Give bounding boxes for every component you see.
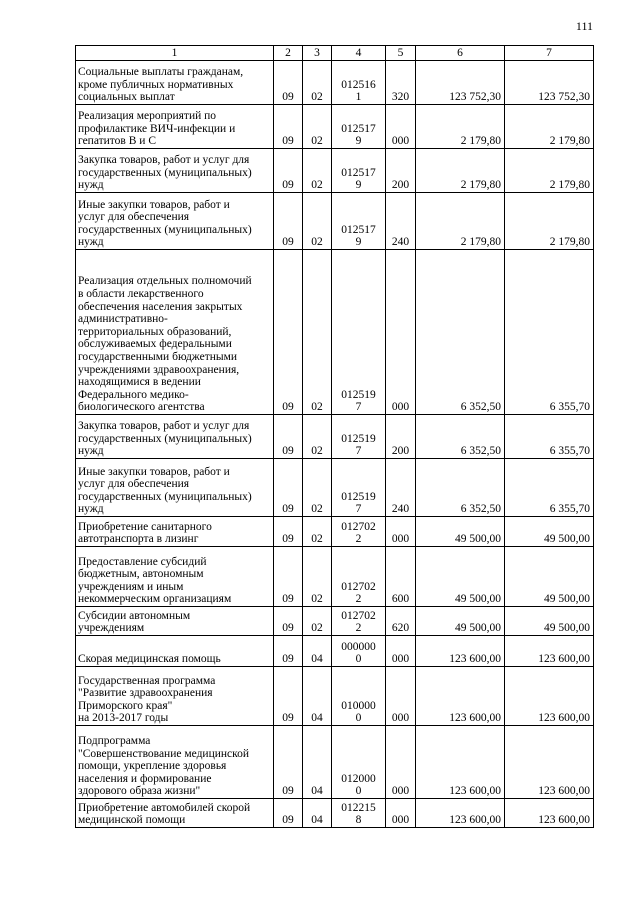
row-subsection-cell: 04 — [303, 726, 332, 799]
row-target-code-line: 7 — [355, 445, 362, 458]
row-expense-type-cell: 600 — [386, 547, 416, 607]
row-name-line: в области лекарственного — [78, 288, 204, 301]
row-subsection-cell: 02 — [303, 61, 332, 105]
row-section-cell: 09 — [274, 250, 303, 415]
row-name-cell — [76, 105, 274, 149]
table-row — [76, 193, 594, 250]
row-name-line: Иные закупки товаров, работ и — [78, 465, 230, 478]
row-name-cell — [76, 415, 274, 459]
table-row — [76, 61, 594, 105]
row-expense-type-cell: 000 — [386, 250, 416, 415]
table-row — [76, 105, 594, 149]
row-name-line: нужд — [78, 503, 104, 516]
row-name-line: кроме публичных нормативных — [78, 78, 234, 91]
row-target-code-line: 9 — [355, 236, 362, 249]
row-name-line: нужд — [78, 179, 104, 192]
row-amount-2-cell: 49 500,00 — [505, 517, 594, 547]
row-target-code-line: 012519 — [341, 432, 376, 445]
row-target-code-line: 000000 — [341, 640, 376, 653]
row-target-code-line: 2 — [355, 533, 362, 546]
row-name-line: нужд — [78, 236, 104, 249]
row-name-line: Предоставление субсидий — [78, 555, 207, 568]
row-target-code-line: 012000 — [341, 772, 376, 785]
row-name-cell — [76, 517, 274, 547]
row-target-code-cell — [332, 517, 386, 547]
row-amount-1-cell: 123 600,00 — [416, 667, 505, 726]
row-target-code-line: 012519 — [341, 388, 376, 401]
row-amount-2-cell: 123 752,30 — [505, 61, 594, 105]
row-name-cell — [76, 607, 274, 636]
row-target-code-line: 012702 — [341, 520, 376, 533]
row-amount-1-cell: 6 352,50 — [416, 415, 505, 459]
row-name-line: Приобретение санитарного — [78, 520, 212, 533]
row-target-code-line: 012215 — [341, 801, 376, 814]
table-row — [76, 726, 594, 799]
row-amount-2-cell: 49 500,00 — [505, 607, 594, 636]
row-name-line: профилактике ВИЧ-инфекции и — [78, 122, 236, 135]
table-row — [76, 459, 594, 517]
row-amount-1-cell: 123 600,00 — [416, 799, 505, 828]
row-target-code-line: 9 — [355, 135, 362, 148]
row-amount-1-cell: 123 752,30 — [416, 61, 505, 105]
row-target-code-cell — [332, 726, 386, 799]
row-name-cell — [76, 149, 274, 193]
row-section-cell: 09 — [274, 415, 303, 459]
row-amount-1-cell: 2 179,80 — [416, 149, 505, 193]
header-cell-target-code: 4 — [332, 46, 386, 61]
row-target-code-line: 012702 — [341, 580, 376, 593]
row-amount-2-cell: 2 179,80 — [505, 105, 594, 149]
row-target-code-line: 8 — [355, 814, 362, 827]
row-amount-2-cell: 6 355,70 — [505, 415, 594, 459]
row-expense-type-cell: 000 — [386, 636, 416, 667]
row-section-cell: 09 — [274, 726, 303, 799]
row-amount-2-cell: 2 179,80 — [505, 193, 594, 250]
row-name-line: учреждениями здравоохранения, — [78, 363, 240, 376]
row-name-cell — [76, 193, 274, 250]
row-name-cell — [76, 636, 274, 667]
row-subsection-cell: 02 — [303, 105, 332, 149]
row-subsection-cell: 04 — [303, 667, 332, 726]
row-target-code-cell — [332, 250, 386, 415]
header-cell-amount-2: 7 — [505, 46, 594, 61]
table-row — [76, 636, 594, 667]
row-expense-type-cell: 000 — [386, 517, 416, 547]
row-target-code-line: 010000 — [341, 699, 376, 712]
row-target-code-cell — [332, 459, 386, 517]
row-target-code-line: 0 — [355, 653, 362, 666]
row-subsection-cell: 02 — [303, 149, 332, 193]
row-target-code-cell — [332, 607, 386, 636]
row-amount-2-cell: 123 600,00 — [505, 636, 594, 667]
row-subsection-cell: 04 — [303, 636, 332, 667]
row-subsection-cell: 02 — [303, 250, 332, 415]
row-expense-type-cell: 620 — [386, 607, 416, 636]
row-name-line: Приморского края" — [78, 699, 173, 712]
row-amount-1-cell: 49 500,00 — [416, 607, 505, 636]
row-name-line: бюджетным, автономным — [78, 568, 204, 581]
row-name-line: Государственная программа — [78, 674, 216, 687]
row-name-line: "Совершенствование медицинской — [78, 747, 250, 760]
row-name-line: Закупка товаров, работ и услуг для — [78, 154, 250, 167]
row-name-line: государственных (муниципальных) — [78, 490, 252, 503]
row-expense-type-cell: 000 — [386, 667, 416, 726]
row-name-line: государственных (муниципальных) — [78, 432, 252, 445]
row-name-line: обслуживаемых федеральными — [78, 338, 232, 351]
row-name-line: Федерального медико- — [78, 388, 189, 401]
row-expense-type-cell: 000 — [386, 105, 416, 149]
row-target-code-cell — [332, 547, 386, 607]
row-section-cell: 09 — [274, 799, 303, 828]
row-name-line: Скорая медицинская помощь — [78, 653, 221, 666]
table-row — [76, 547, 594, 607]
row-expense-type-cell: 200 — [386, 149, 416, 193]
row-expense-type-cell: 240 — [386, 459, 416, 517]
header-cell-name: 1 — [76, 46, 274, 61]
row-name-line: учреждениям и иным — [78, 580, 184, 593]
row-name-line: "Развитие здравоохранения — [78, 687, 213, 700]
row-name-line: на 2013-2017 годы — [78, 712, 169, 725]
row-amount-1-cell: 6 352,50 — [416, 459, 505, 517]
row-amount-1-cell: 49 500,00 — [416, 547, 505, 607]
row-name-line: автотранспорта в лизинг — [78, 533, 199, 546]
row-amount-2-cell: 123 600,00 — [505, 799, 594, 828]
row-name-line: услуг для обеспечения — [78, 211, 190, 224]
row-section-cell: 09 — [274, 607, 303, 636]
row-amount-2-cell: 49 500,00 — [505, 547, 594, 607]
row-target-code-line: 012702 — [341, 609, 376, 622]
header-cell-section: 2 — [274, 46, 303, 61]
row-name-cell — [76, 726, 274, 799]
table-row — [76, 607, 594, 636]
row-subsection-cell: 02 — [303, 415, 332, 459]
row-amount-2-cell: 123 600,00 — [505, 667, 594, 726]
row-section-cell: 09 — [274, 667, 303, 726]
row-target-code-line: 0 — [355, 785, 362, 798]
row-name-line: государственных (муниципальных) — [78, 166, 252, 179]
row-amount-1-cell: 2 179,80 — [416, 105, 505, 149]
row-name-line: обеспечения населения закрытых — [78, 300, 243, 313]
row-target-code-line: 012517 — [341, 122, 376, 135]
row-name-line: Субсидии автономным — [78, 609, 191, 622]
row-subsection-cell: 02 — [303, 459, 332, 517]
row-name-line: гепатитов В и С — [78, 135, 156, 148]
row-name-line: государственными бюджетными — [78, 351, 238, 364]
row-section-cell: 09 — [274, 517, 303, 547]
row-target-code-line: 012519 — [341, 490, 376, 503]
row-section-cell: 09 — [274, 193, 303, 250]
row-section-cell: 09 — [274, 636, 303, 667]
row-section-cell: 09 — [274, 459, 303, 517]
row-name-line: здорового образа жизни" — [78, 785, 201, 798]
budget-table — [75, 45, 594, 828]
row-amount-2-cell: 2 179,80 — [505, 149, 594, 193]
row-name-cell — [76, 250, 274, 415]
row-expense-type-cell: 320 — [386, 61, 416, 105]
header-cell-amount-1: 6 — [416, 46, 505, 61]
row-target-code-cell — [332, 61, 386, 105]
row-expense-type-cell: 000 — [386, 799, 416, 828]
table-row — [76, 799, 594, 828]
row-name-line: биологического агентства — [78, 401, 205, 414]
row-amount-1-cell: 49 500,00 — [416, 517, 505, 547]
row-name-cell — [76, 61, 274, 105]
row-amount-2-cell: 6 355,70 — [505, 250, 594, 415]
row-name-line: Реализация мероприятий по — [78, 110, 217, 123]
row-target-code-line: 1 — [355, 91, 362, 104]
row-target-code-line: 012517 — [341, 223, 376, 236]
row-name-line: Приобретение автомобилей скорой — [78, 801, 251, 814]
row-name-cell — [76, 459, 274, 517]
row-section-cell: 09 — [274, 547, 303, 607]
row-target-code-line: 012516 — [341, 78, 376, 91]
row-amount-1-cell: 123 600,00 — [416, 636, 505, 667]
row-name-line: Реализация отдельных полномочий — [78, 275, 252, 288]
row-section-cell: 09 — [274, 61, 303, 105]
row-name-cell — [76, 799, 274, 828]
row-amount-2-cell: 123 600,00 — [505, 726, 594, 799]
row-target-code-line: 7 — [355, 401, 362, 414]
table-body — [76, 46, 594, 828]
row-target-code-line: 2 — [355, 593, 362, 606]
table-row — [76, 667, 594, 726]
row-name-line: медицинской помощи — [78, 814, 186, 827]
row-target-code-cell — [332, 636, 386, 667]
row-target-code-line: 7 — [355, 503, 362, 516]
row-expense-type-cell: 000 — [386, 726, 416, 799]
row-target-code-line: 2 — [355, 622, 362, 635]
row-name-line: помощи, укрепление здоровья — [78, 760, 227, 773]
row-subsection-cell: 02 — [303, 517, 332, 547]
table-row — [76, 415, 594, 459]
row-section-cell: 09 — [274, 149, 303, 193]
header-cell-expense-type: 5 — [386, 46, 416, 61]
row-name-line: Подпрограмма — [78, 735, 151, 748]
row-name-line: услуг для обеспечения — [78, 478, 190, 491]
row-amount-2-cell: 6 355,70 — [505, 459, 594, 517]
table-row — [76, 149, 594, 193]
row-name-line: социальных выплат — [78, 91, 175, 104]
row-target-code-cell — [332, 799, 386, 828]
row-name-line: территориальных образований, — [78, 325, 232, 338]
row-target-code-cell — [332, 149, 386, 193]
row-subsection-cell: 02 — [303, 193, 332, 250]
row-expense-type-cell: 240 — [386, 193, 416, 250]
row-name-line: Закупка товаров, работ и услуг для — [78, 420, 250, 433]
row-section-cell: 09 — [274, 105, 303, 149]
row-target-code-cell — [332, 193, 386, 250]
row-target-code-cell — [332, 667, 386, 726]
row-subsection-cell: 02 — [303, 607, 332, 636]
row-name-cell — [76, 547, 274, 607]
row-name-line: Иные закупки товаров, работ и — [78, 198, 230, 211]
row-name-cell — [76, 667, 274, 726]
row-name-line: учреждениям — [78, 622, 145, 635]
row-amount-1-cell: 123 600,00 — [416, 726, 505, 799]
row-subsection-cell: 04 — [303, 799, 332, 828]
row-name-line: нужд — [78, 445, 104, 458]
row-target-code-cell — [332, 415, 386, 459]
row-target-code-cell — [332, 105, 386, 149]
row-name-line: населения и формирование — [78, 772, 212, 785]
header-cell-subsection: 3 — [303, 46, 332, 61]
table-row — [76, 250, 594, 415]
table-header-row — [76, 46, 594, 61]
row-name-line: государственных (муниципальных) — [78, 223, 252, 236]
row-subsection-cell: 02 — [303, 547, 332, 607]
row-target-code-line: 0 — [355, 712, 362, 725]
row-amount-1-cell: 6 352,50 — [416, 250, 505, 415]
row-target-code-line: 012517 — [341, 166, 376, 179]
row-name-line: Социальные выплаты гражданам, — [78, 66, 244, 79]
row-target-code-line: 9 — [355, 179, 362, 192]
page-number: 111 — [575, 19, 593, 33]
row-name-line: некоммерческим организациям — [78, 593, 232, 606]
table-row — [76, 517, 594, 547]
row-name-line: административно- — [78, 313, 168, 326]
row-expense-type-cell: 200 — [386, 415, 416, 459]
row-name-line: находящимися в ведении — [78, 376, 201, 389]
row-amount-1-cell: 2 179,80 — [416, 193, 505, 250]
